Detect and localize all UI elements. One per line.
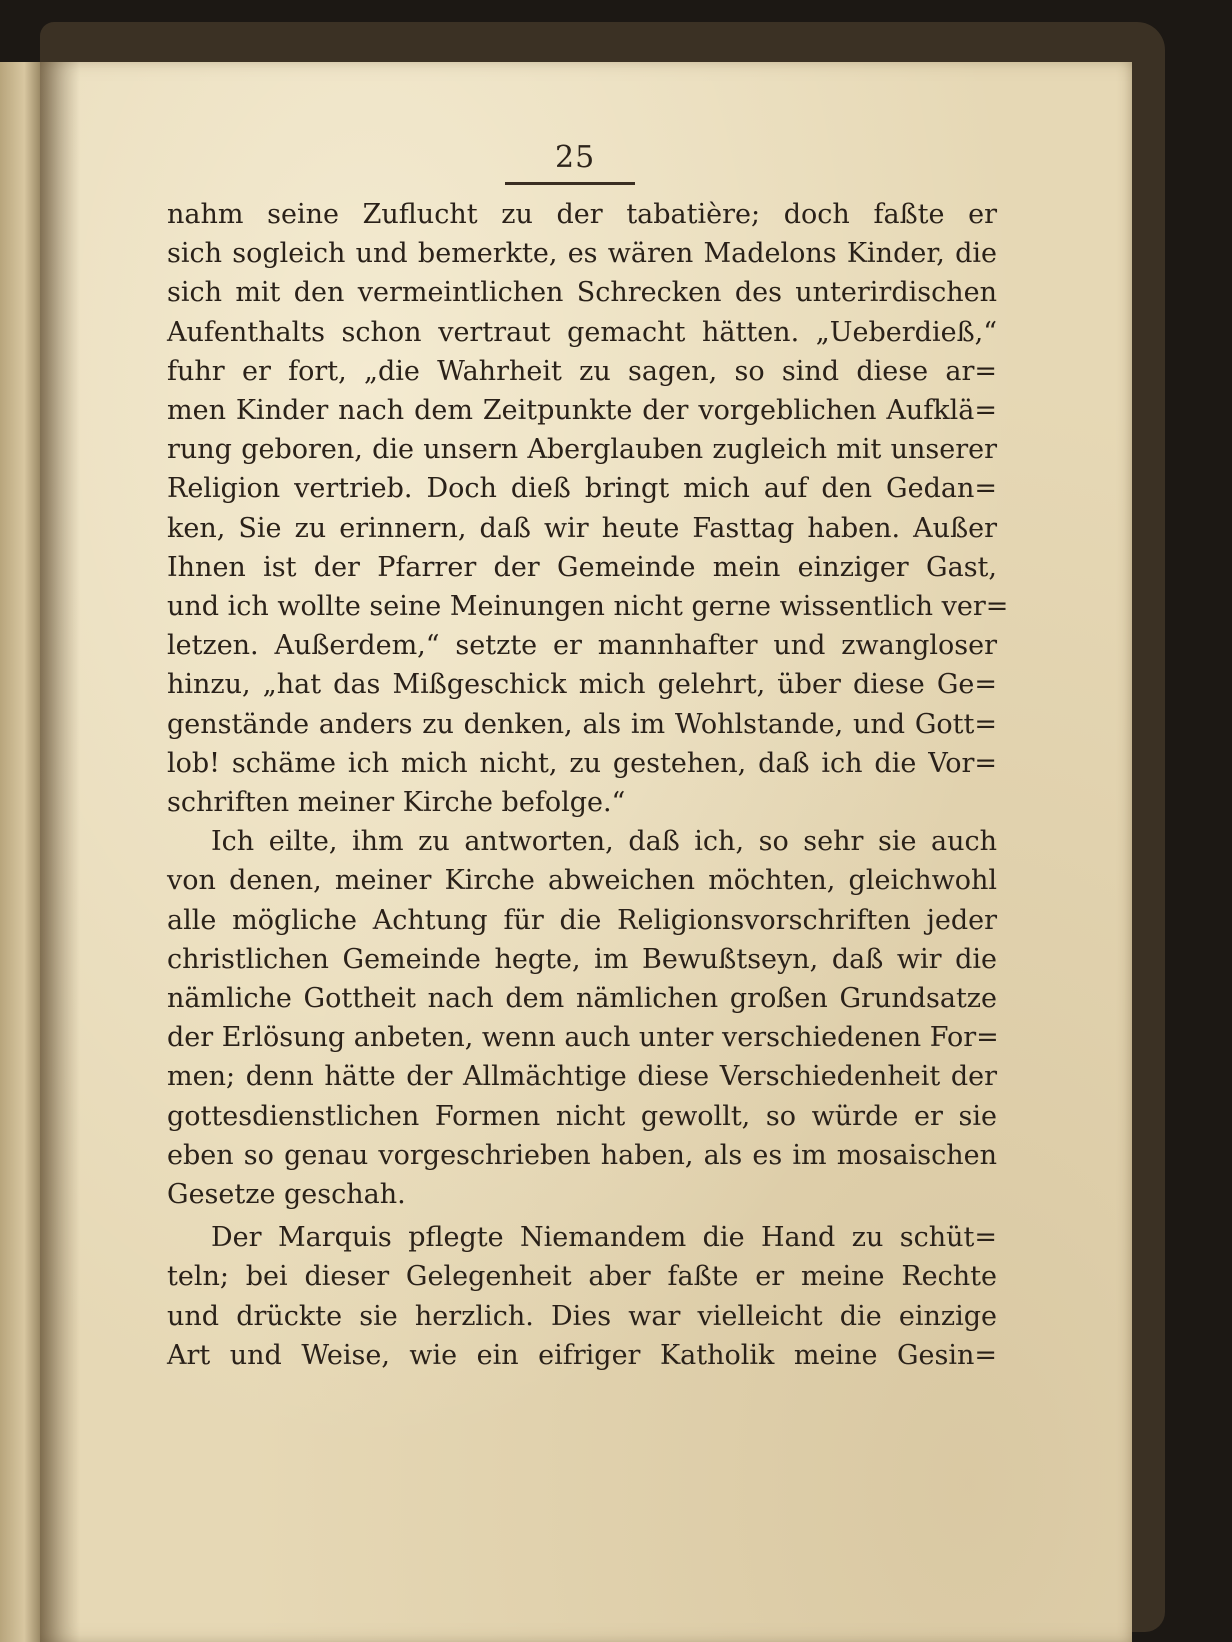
text-line: eben so genau vorgeschrieben haben, als es im mosaischen [167,1139,997,1171]
text-line: sich mit den vermeintlichen Schrecken des unterirdischen [167,277,997,309]
text-line: christlichen Gemeinde hegte, im Bewußtseyn, daß wir die [167,943,997,975]
body-text [167,195,1009,1375]
text-line: der Erlösung anbeten, wenn auch unter verschiedenen For= [167,1022,999,1054]
text-line: genstände anders zu denken, als im Wohlstande, und Gott= [167,708,997,740]
text-line: lob! schäme ich mich nicht, zu gestehen, daß ich die Vor= [167,747,997,779]
text-line: Art und Weise, wie ein eifriger Katholik meine Gesin= [167,1339,997,1371]
text-line: gottesdienstlichen Formen nicht gewollt, so würde er sie [167,1100,997,1132]
text-line: Religion vertrieb. Doch dieß bringt mich auf den Gedan= [167,473,997,505]
text-line: Gesetze geschah. [167,1179,406,1211]
page-number-rule [505,182,635,185]
text-line: men; denn hätte der Allmächtige diese Verschiedenheit der [167,1061,997,1093]
text-line: nahm seine Zuflucht zu der tabatière; doch faßte er [167,199,997,230]
gutter-shadow [40,62,80,1642]
left-page-edge [0,62,44,1642]
text-line: teln; bei dieser Gelegenheit aber faßte er meine Rechte [167,1261,997,1293]
text-line: letzen. Außerdem,“ setzte er mannhafter und zwangloser [167,630,997,662]
text-line: fuhr er fort, „die Wahrheit zu sagen, so sind diese ar= [167,355,997,387]
text-line: Ich eilte, ihm zu antworten, daß ich, so sehr sie auch [211,826,997,858]
text-line: ken, Sie zu erinnern, daß wir heute Fasttag haben. Außer [167,512,997,544]
text-line: und ich wollte seine Meinungen nicht gerne wissentlich ver= [167,591,1009,623]
text-line: men Kinder nach dem Zeitpunkte der vorgeblichen Aufklä= [167,395,997,427]
text-line: alle mögliche Achtung für die Religionsvorschriften jeder [167,904,997,936]
text-line: von denen, meiner Kirche abweichen möchten, gleichwohl [167,865,997,897]
text-line: Aufenthalts schon vertraut gemacht hätten. „Ueberdieß,“ [167,316,997,348]
text-line: sich sogleich und bemerkte, es wären Madelons Kinder, die [167,238,997,270]
text-line: schriften meiner Kirche befolge.“ [167,787,626,819]
text-line: Ihnen ist der Pfarrer der Gemeinde mein einziger Gast, [167,551,997,583]
text-line: Der Marquis pflegte Niemandem die Hand zu schüt= [211,1222,997,1254]
text-line: rung geboren, die unsern Aberglauben zugleich mit unserer [167,434,997,466]
page-number: 25 [555,140,596,175]
text-line: und drückte sie herzlich. Dies war vielleicht die einzige [167,1300,997,1332]
text-line: nämliche Gottheit nach dem nämlichen großen Grundsatze [167,983,997,1015]
text-line: hinzu, „hat das Mißgeschick mich gelehrt, über diese Ge= [167,669,997,701]
